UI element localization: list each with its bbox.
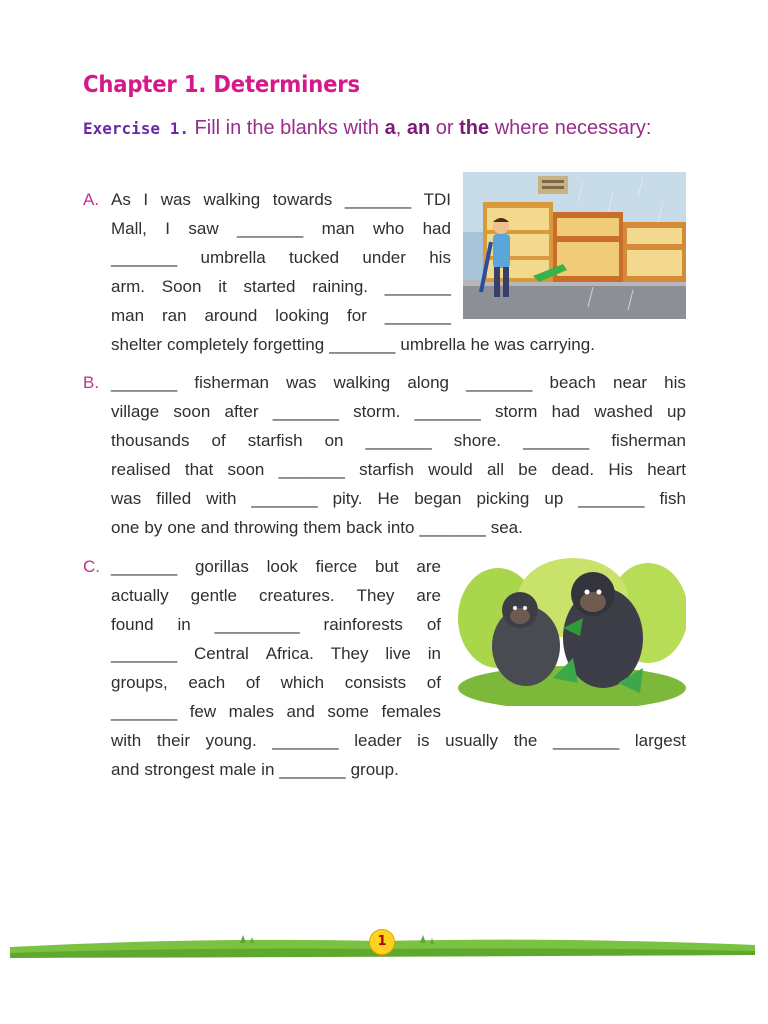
section-c-line-6: _______ few males and some females	[111, 702, 441, 721]
section-b-line-6: one by one and throwing them back into _______ sea.	[111, 518, 523, 537]
or-word: or	[435, 117, 454, 139]
section-c-line-7: with their young. _______ leader is usually the _______ largest	[111, 731, 686, 750]
section-c-line-5: groups, each of which consists of	[111, 673, 441, 692]
option-the: the	[459, 117, 490, 139]
section-b-line-2: village soon after _______ storm. _______ storm had washed up	[111, 402, 686, 421]
section-c-line-8: and strongest male in _______ group.	[111, 760, 399, 779]
man-with-umbrella-near-mall-image	[463, 172, 686, 319]
section-b-marker: B.	[83, 373, 100, 392]
section-a-line-1: As I was walking towards _______ TDI	[111, 190, 451, 209]
section-a-line-6: shelter completely forgetting _______ umbrella he was carrying.	[111, 335, 595, 354]
section-a-line-4: arm. Soon it started raining. _______	[111, 277, 451, 296]
section-c-line-2: actually gentle creatures. They are	[111, 586, 441, 605]
section-c-line-1: _______ gorillas look fierce but are	[111, 557, 441, 576]
section-a-marker: A.	[83, 190, 100, 209]
exercise-label: Exercise 1.	[83, 119, 189, 138]
section-c-line-3: found in _________ rainforests of	[111, 615, 441, 634]
section-b-text	[111, 368, 686, 542]
section-b-line-5: was filled with _______ pity. He began picking up _______ fish	[111, 489, 686, 508]
section-b-line-4: realised that soon _______ starfish would all be dead. His heart	[111, 460, 686, 479]
option-a: a	[384, 117, 396, 139]
section-b-line-3: thousands of starfish on _______ shore. _______ fisherman	[111, 431, 686, 450]
chapter-title: Chapter 1. Determiners	[83, 72, 360, 98]
comma: ,	[395, 117, 402, 139]
section-a-line-3: _______ umbrella tucked under his	[111, 248, 451, 267]
section-c-line-4: _______ Central Africa. They live in	[111, 644, 441, 663]
exercise-instruction	[83, 114, 688, 143]
instruction-text-1: Fill in the blanks with	[194, 117, 380, 139]
section-a-line-5: man ran around looking for _______	[111, 306, 451, 325]
section-b-line-1: _______ fisherman was walking along _______ beach near his	[111, 373, 686, 392]
option-an: an	[406, 117, 431, 139]
gorillas-in-forest-image	[458, 558, 686, 706]
page-number-badge: 1	[369, 929, 395, 955]
section-a-line-2: Mall, I saw _______ man who had	[111, 219, 451, 238]
instruction-text-2: where necessary:	[494, 117, 652, 139]
section-c-marker: C.	[83, 557, 100, 576]
